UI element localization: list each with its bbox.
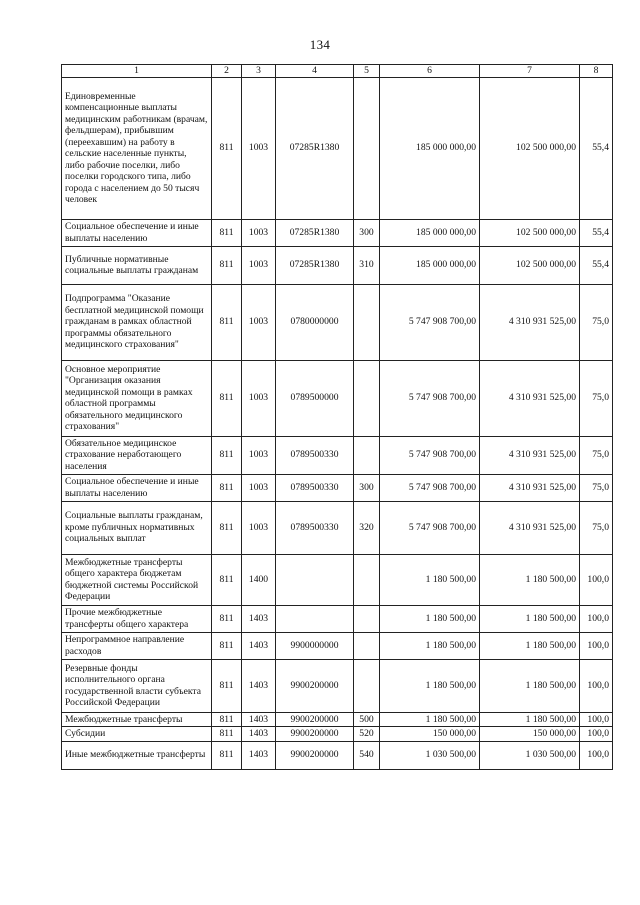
row-expense-type xyxy=(354,77,380,219)
row-name: Иные межбюджетные трансферты xyxy=(62,741,212,769)
row-executed-amount: 150 000,00 xyxy=(480,727,580,742)
row-ministry-code: 811 xyxy=(212,436,242,474)
row-target-article: 9900200000 xyxy=(276,727,354,742)
row-expense-type xyxy=(354,659,380,712)
row-ministry-code: 811 xyxy=(212,77,242,219)
row-name: Субсидии xyxy=(62,727,212,742)
row-name: Подпрограмма "Оказание бесплатной медицинской помощи гражданам в рамках областной программы обязательного медицинского страхования" xyxy=(62,284,212,360)
header-cell: 1 xyxy=(62,65,212,78)
row-section-code: 1003 xyxy=(242,77,276,219)
table-row xyxy=(62,501,613,554)
row-section-code: 1003 xyxy=(242,284,276,360)
header-cell: 4 xyxy=(276,65,354,78)
row-expense-type: 520 xyxy=(354,727,380,742)
row-executed-amount: 4 310 931 525,00 xyxy=(480,284,580,360)
row-section-code: 1403 xyxy=(242,727,276,742)
header-cell: 5 xyxy=(354,65,380,78)
row-planned-amount: 5 747 908 700,00 xyxy=(380,436,480,474)
row-name: Прочие межбюджетные трансферты общего характера xyxy=(62,605,212,632)
table-row xyxy=(62,360,613,436)
row-ministry-code: 811 xyxy=(212,712,242,727)
row-name: Межбюджетные трансферты общего характера бюджетам бюджетной системы Российской Федерации xyxy=(62,554,212,605)
row-expense-type: 500 xyxy=(354,712,380,727)
row-executed-amount: 1 180 500,00 xyxy=(480,712,580,727)
row-planned-amount: 1 180 500,00 xyxy=(380,605,480,632)
row-ministry-code: 811 xyxy=(212,360,242,436)
row-percent: 100,0 xyxy=(580,632,613,659)
row-percent: 75,0 xyxy=(580,436,613,474)
row-section-code: 1003 xyxy=(242,474,276,501)
row-planned-amount: 150 000,00 xyxy=(380,727,480,742)
row-target-article: 9900200000 xyxy=(276,659,354,712)
row-name: Публичные нормативные социальные выплаты гражданам xyxy=(62,246,212,284)
row-planned-amount: 1 180 500,00 xyxy=(380,712,480,727)
row-percent: 75,0 xyxy=(580,284,613,360)
row-expense-type: 300 xyxy=(354,219,380,246)
row-planned-amount: 185 000 000,00 xyxy=(380,246,480,284)
row-target-article xyxy=(276,554,354,605)
table-row xyxy=(62,554,613,605)
row-executed-amount: 4 310 931 525,00 xyxy=(480,474,580,501)
table-row xyxy=(62,474,613,501)
row-planned-amount: 1 180 500,00 xyxy=(380,659,480,712)
row-name: Обязательное медицинское страхование неработающего населения xyxy=(62,436,212,474)
row-ministry-code: 811 xyxy=(212,659,242,712)
row-target-article: 07285R1380 xyxy=(276,246,354,284)
table-row xyxy=(62,659,613,712)
row-section-code: 1403 xyxy=(242,741,276,769)
row-executed-amount: 102 500 000,00 xyxy=(480,219,580,246)
row-executed-amount: 1 180 500,00 xyxy=(480,659,580,712)
row-ministry-code: 811 xyxy=(212,474,242,501)
row-name: Резервные фонды исполнительного органа государственной власти субъекта Российской Федерации xyxy=(62,659,212,712)
header-cell: 6 xyxy=(380,65,480,78)
row-ministry-code: 811 xyxy=(212,727,242,742)
table-row xyxy=(62,741,613,769)
row-expense-type: 310 xyxy=(354,246,380,284)
row-ministry-code: 811 xyxy=(212,501,242,554)
row-target-article: 9900200000 xyxy=(276,712,354,727)
row-name: Социальные выплаты гражданам, кроме публичных нормативных социальных выплат xyxy=(62,501,212,554)
row-section-code: 1400 xyxy=(242,554,276,605)
row-section-code: 1003 xyxy=(242,246,276,284)
row-target-article: 07285R1380 xyxy=(276,219,354,246)
row-planned-amount: 1 030 500,00 xyxy=(380,741,480,769)
row-percent: 75,0 xyxy=(580,474,613,501)
row-target-article: 9900200000 xyxy=(276,741,354,769)
row-expense-type: 300 xyxy=(354,474,380,501)
row-percent: 100,0 xyxy=(580,605,613,632)
row-executed-amount: 1 030 500,00 xyxy=(480,741,580,769)
row-ministry-code: 811 xyxy=(212,219,242,246)
table-row xyxy=(62,712,613,727)
row-percent: 55,4 xyxy=(580,77,613,219)
table-row xyxy=(62,605,613,632)
row-name: Непрограммное направление расходов xyxy=(62,632,212,659)
row-name: Основное мероприятие "Организация оказания медицинской помощи в рамках областной программы обязательного медицинского страхования" xyxy=(62,360,212,436)
row-target-article: 07285R1380 xyxy=(276,77,354,219)
row-ministry-code: 811 xyxy=(212,284,242,360)
row-ministry-code: 811 xyxy=(212,741,242,769)
row-executed-amount: 1 180 500,00 xyxy=(480,632,580,659)
row-expense-type xyxy=(354,284,380,360)
header-row xyxy=(62,65,613,78)
row-ministry-code: 811 xyxy=(212,246,242,284)
row-percent: 100,0 xyxy=(580,712,613,727)
row-executed-amount: 4 310 931 525,00 xyxy=(480,436,580,474)
row-planned-amount: 1 180 500,00 xyxy=(380,554,480,605)
table-row xyxy=(62,246,613,284)
row-expense-type xyxy=(354,632,380,659)
row-target-article xyxy=(276,605,354,632)
row-name: Единовременные компенсационные выплаты медицинским работникам (врачам, фельдшерам), прибывшим (переехавшим) на работу в сельские населенные пункты, либо рабочие поселки, либо поселки городского типа, либо города с населением до 50 тысяч человек xyxy=(62,77,212,219)
row-expense-type: 540 xyxy=(354,741,380,769)
table-row xyxy=(62,727,613,742)
header-cell: 8 xyxy=(580,65,613,78)
row-section-code: 1003 xyxy=(242,501,276,554)
row-section-code: 1403 xyxy=(242,712,276,727)
row-section-code: 1003 xyxy=(242,219,276,246)
row-section-code: 1403 xyxy=(242,605,276,632)
row-expense-type xyxy=(354,436,380,474)
row-executed-amount: 4 310 931 525,00 xyxy=(480,360,580,436)
row-executed-amount: 102 500 000,00 xyxy=(480,77,580,219)
row-section-code: 1403 xyxy=(242,659,276,712)
row-name: Социальное обеспечение и иные выплаты населению xyxy=(62,474,212,501)
row-planned-amount: 5 747 908 700,00 xyxy=(380,501,480,554)
row-percent: 55,4 xyxy=(580,246,613,284)
row-target-article: 0789500000 xyxy=(276,360,354,436)
row-planned-amount: 5 747 908 700,00 xyxy=(380,474,480,501)
row-ministry-code: 811 xyxy=(212,554,242,605)
row-expense-type: 320 xyxy=(354,501,380,554)
page-number: 134 xyxy=(309,37,331,52)
row-executed-amount: 4 310 931 525,00 xyxy=(480,501,580,554)
row-ministry-code: 811 xyxy=(212,632,242,659)
table-body xyxy=(62,77,613,769)
row-planned-amount: 5 747 908 700,00 xyxy=(380,360,480,436)
row-target-article: 9900000000 xyxy=(276,632,354,659)
row-name: Социальное обеспечение и иные выплаты населению xyxy=(62,219,212,246)
table-row xyxy=(62,77,613,219)
table-row xyxy=(62,219,613,246)
row-ministry-code: 811 xyxy=(212,605,242,632)
row-target-article: 0789500330 xyxy=(276,436,354,474)
row-percent: 100,0 xyxy=(580,554,613,605)
row-planned-amount: 185 000 000,00 xyxy=(380,219,480,246)
row-expense-type xyxy=(354,605,380,632)
table-row xyxy=(62,632,613,659)
row-percent: 75,0 xyxy=(580,501,613,554)
row-expense-type xyxy=(354,554,380,605)
table-row xyxy=(62,284,613,360)
row-executed-amount: 102 500 000,00 xyxy=(480,246,580,284)
row-percent: 100,0 xyxy=(580,741,613,769)
header-cell: 2 xyxy=(212,65,242,78)
row-section-code: 1003 xyxy=(242,360,276,436)
row-section-code: 1403 xyxy=(242,632,276,659)
header-cell: 3 xyxy=(242,65,276,78)
row-percent: 100,0 xyxy=(580,659,613,712)
row-planned-amount: 1 180 500,00 xyxy=(380,632,480,659)
row-name: Межбюджетные трансферты xyxy=(62,712,212,727)
row-target-article: 0780000000 xyxy=(276,284,354,360)
row-executed-amount: 1 180 500,00 xyxy=(480,554,580,605)
row-expense-type xyxy=(354,360,380,436)
row-percent: 75,0 xyxy=(580,360,613,436)
budget-table xyxy=(61,64,613,770)
row-target-article: 0789500330 xyxy=(276,474,354,501)
header-cell: 7 xyxy=(480,65,580,78)
row-percent: 100,0 xyxy=(580,727,613,742)
row-section-code: 1003 xyxy=(242,436,276,474)
row-planned-amount: 185 000 000,00 xyxy=(380,77,480,219)
row-executed-amount: 1 180 500,00 xyxy=(480,605,580,632)
row-planned-amount: 5 747 908 700,00 xyxy=(380,284,480,360)
row-percent: 55,4 xyxy=(580,219,613,246)
table-row xyxy=(62,436,613,474)
row-target-article: 0789500330 xyxy=(276,501,354,554)
